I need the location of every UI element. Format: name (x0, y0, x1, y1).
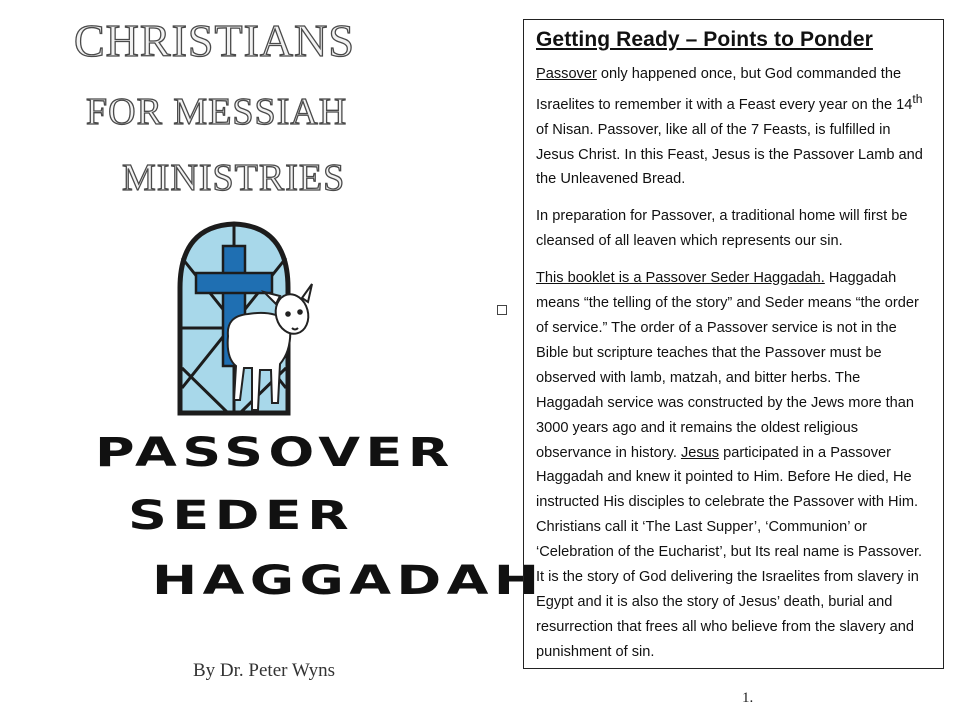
ministry-name-line-2: FOR MESSIAH (86, 91, 348, 133)
paragraph-3-text-b: participated in a Passover Haggadah and knew it pointed to Him. Before He died, He instructed His disciples to celebrate the Passover with Him. Christians call it ‘The Last Supper’, ‘Communion’ or ‘Celebration of the Eucharist’, but Its real name is Passover. It is the story of God delivering the Israelites from slavery in Egypt and it is also the story of Jesus’ death, burial and resurrection that frees all who believe from the slavery and punishment of sin. (536, 444, 923, 660)
paragraph-3 (536, 266, 931, 665)
paragraph-1 (536, 62, 931, 192)
article-panel (523, 19, 944, 669)
author-byline: By Dr. Peter Wyns (193, 660, 336, 681)
ordinal-suffix: th (912, 91, 923, 106)
booklet-title-line-1: PASSOVER (95, 430, 455, 476)
ministry-name-line-1: CHRISTIANS (74, 15, 355, 66)
booklet-title-line-3: HAGGADAH (152, 558, 545, 604)
ministry-name-line-3: MINISTRIES (122, 157, 346, 199)
paragraph-1-text-b: of Nisan. Passover, like all of the 7 Feasts, is fulfilled in Jesus Christ. In this Feast, Jesus is the Passover Lamb and the Unleavened Bread. (536, 121, 923, 188)
stained-glass-lamb-emblem (168, 218, 318, 418)
passover-link[interactable]: Passover (536, 66, 597, 82)
paragraph-1-text-a: only happened once, but God commanded the Israelites to remember it with a Feast every year on the 14 (536, 66, 913, 113)
paragraph-2: In preparation for Passover, a traditional home will first be cleansed of all leaven which represents our sin. (536, 208, 908, 250)
page-checkbox[interactable] (497, 305, 507, 315)
page-number: 1. (742, 690, 754, 706)
article-heading: Getting Ready – Points to Ponder (536, 28, 873, 51)
booklet-statement: This booklet is a Passover Seder Haggadah. (536, 270, 825, 287)
paragraph-3-text-a: Haggadah means “the telling of the story” and Seder means “the order of service.” The order of a Passover service is not in the Bible but scripture teaches that the Passover must be observed with lamb, matzah, and bitter herbs. The Haggadah service was constructed by the Jews more than 3000 years ago and it remains the oldest religious observance in history. (536, 270, 919, 461)
booklet-title-line-2: SEDER (128, 493, 355, 539)
jesus-link[interactable]: Jesus (680, 444, 720, 461)
